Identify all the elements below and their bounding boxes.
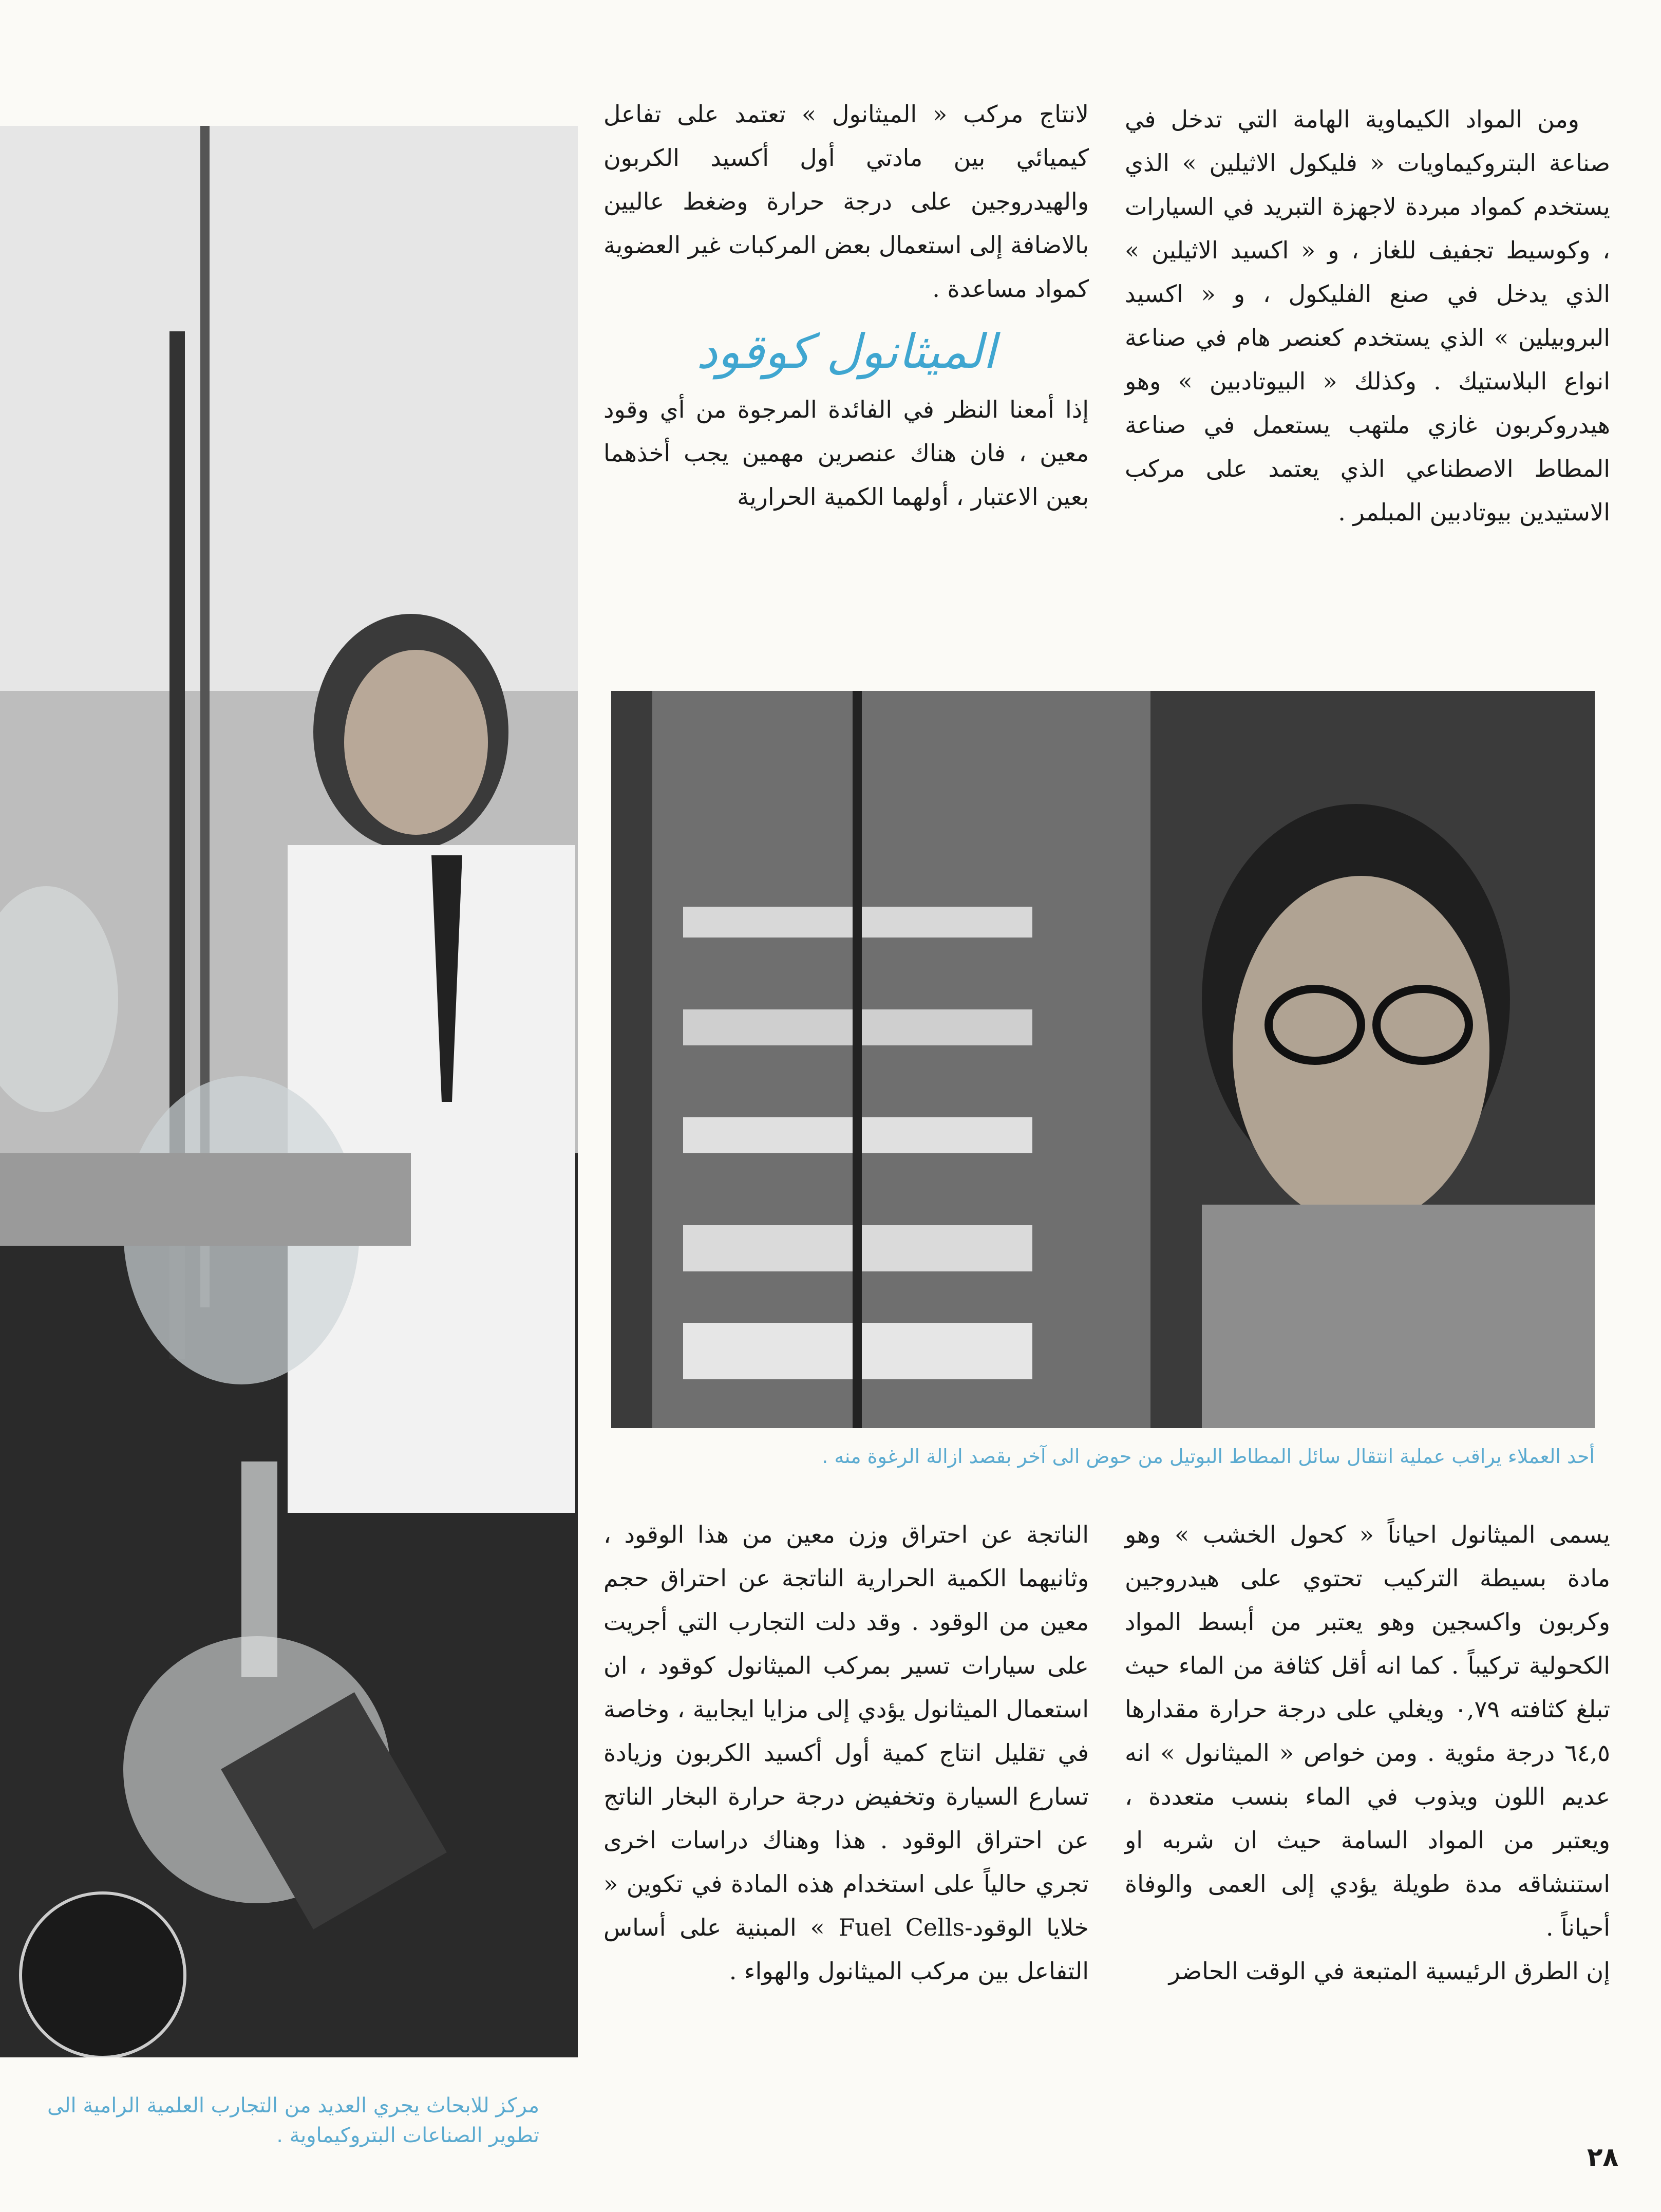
lab-scene-illustration [0,126,578,2057]
article-column-top-right [1125,98,1610,534]
lab-photo-right [611,691,1595,1428]
paragraph-main-methods: إن الطرق الرئيسية المتبعة في الوقت الحاضر [1168,1957,1610,1985]
worker-scene-illustration [611,691,1595,1428]
caption-right-photo: أحد العملاء يراقب عملية انتقال سائل المطاط البوتيل من حوض الى آخر بقصد ازالة الرغوة منه . [822,1445,1595,1468]
article-column-bottom-right [1125,1513,1610,1993]
paragraph-methanol-properties: يسمى الميثانول احياناً « كحول الخشب » وهو مادة بسيطة التركيب تحتوي على هيدروجين وكربون واكسجين وهو يعتبر من أبسط المواد الكحولية تركيباً . كما انه أقل كثافة من الماء حيث تبلغ كثافته ٠,٧٩ ويغلي على درجة حرارة مقدارها ٦٤,٥ درجة مئوية . ومن خواص « الميثانول » انه عديم اللون ويذوب في الماء بنسب متعددة ، ويعتبر من المواد السامة حيث ان شربه او استنشاقه مدة طويلة يؤدي إلى العمى والوفاة أحياناً . [1125,1521,1611,1941]
paragraph-fuel-experiments: الناتجة عن احتراق وزن معين من هذا الوقود ، وثانيهما الكمية الحرارية الناتجة عن احتراق حجم معين من الوقود . وقد دلت التجارب التي أجريت على سيارات تسير بمركب الميثانول كوقود ، ان استعمال الميثانول يؤدي إلى مزايا ايجابية ، وخاصة في تقليل انتاج كمية أول أكسيد الكربون وزيادة تسارع السيارة وتخفيض درجة حرارة البخار الناتج عن احتراق الوقود . هذا وهناك دراسات اخرى تجري حالياً على استخدام هذه المادة في تكوين « خلايا الوقود-Fuel Cells » المبنية على أساس التفاعل بين مركب الميثانول والهواء . [603,1521,1089,1985]
lab-photo-left [0,126,578,2057]
caption-left-photo: مركز للابحاث يجري العديد من التجارب العلمية الرامية الى تطوير الصناعات البتروكيماوية . [47,2094,539,2147]
paragraph-methanol-production: لانتاج مركب « الميثانول » تعتمد على تفاعل كيميائي بين مادتي أول أكسيد الكربون والهيدروجين على درجة حرارة وضغط عاليين بالاضافة إلى استعمال بعض المركبات غير العضوية كمواد مساعدة . [603,100,1089,303]
article-column-top-middle [603,92,1089,519]
page-number: ٢٨ [1587,2142,1619,2172]
paragraph-fuel-intro: إذا أمعنا النظر في الفائدة المرجوة من أي وقود معين ، فان هناك عنصرين مهمين يجب أخذهما بعين الاعتبار ، أولهما الكمية الحرارية [603,396,1089,511]
paragraph-petrochemicals: ومن المواد الكيماوية الهامة التي تدخل في صناعة البتروكيماويات « فليكول الاثيلين » الذي يستخدم كمواد مبردة لاجهزة التبريد في السيارات ، وكوسيط تجفيف للغاز ، و « اكسيد الاثيلين » الذي يدخل في صنع الفليكول ، و « اكسيد البروبيلين » الذي يستخدم كعنصر هام في صناعة انواع البلاستيك . وكذلك « البيوتادبين » وهو هيدروكربون غازي ملتهب يستعمل في صناعة المطاط الاصطناعي الذي يعتمد على مركب الاستيدين بيوتادبين المبلمر . [1125,105,1610,526]
article-column-bottom-middle [603,1513,1089,1993]
section-heading-methanol-fuel: الميثانول كوقود [696,324,996,379]
